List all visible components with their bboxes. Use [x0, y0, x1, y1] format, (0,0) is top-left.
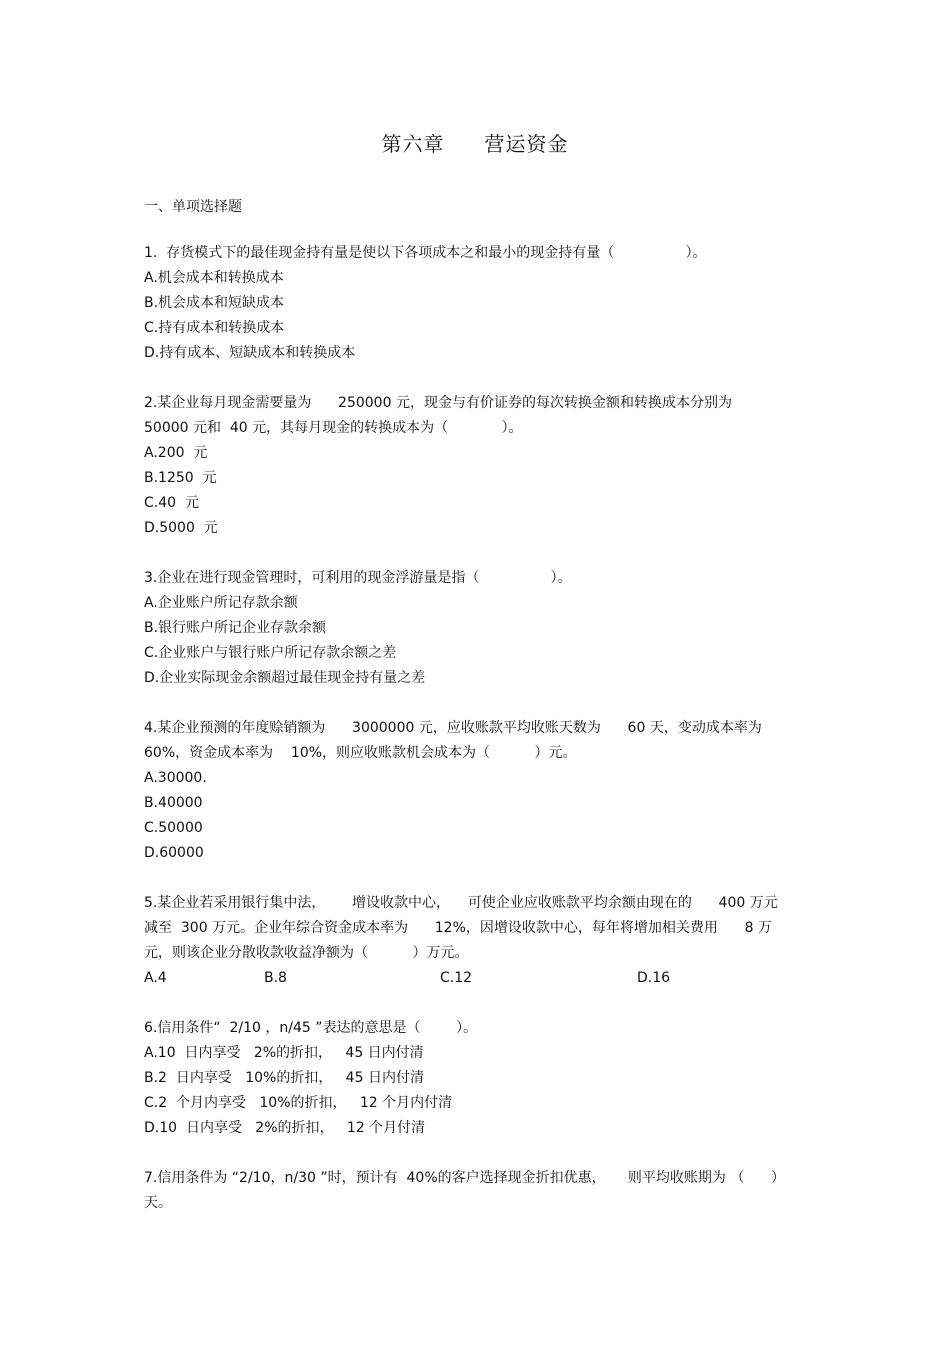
question-text: 6.信用条件“ 2/10 ，n/45 ”表达的意思是（ ）。 — [144, 1020, 478, 1036]
option-a: A.4 — [144, 970, 167, 986]
question-7 — [144, 1166, 810, 1216]
question-text: 60%，资金成本率为 10%，则应收账款机会成本为（ ）元。 — [144, 745, 577, 761]
option-d: D.企业实际现金余额超过最佳现金持有量之差 — [144, 670, 426, 686]
option-d: D.5000 元 — [144, 520, 218, 536]
question-text: 5.某企业若采用银行集中法， 增设收款中心， 可使企业应收账款平均余额由现在的 400 万元 — [144, 895, 778, 911]
option-c: C.40 元 — [144, 495, 199, 511]
option-d: D.持有成本、短缺成本和转换成本 — [144, 345, 356, 361]
question-text: 元，则该企业分散收款收益净额为（ ）万元。 — [144, 945, 469, 961]
option-c: C.50000 — [144, 820, 203, 836]
option-c: C.持有成本和转换成本 — [144, 320, 285, 336]
option-a: A.200 元 — [144, 445, 208, 461]
option-b: B.银行账户所记企业存款余额 — [144, 620, 327, 636]
option-a: A.30000. — [144, 770, 207, 786]
question-text: 7.信用条件为 “2/10，n/30 ”时，预计有 40%的客户选择现金折扣优惠， 则平均收账期为 （ ） — [144, 1170, 786, 1186]
question-6 — [144, 1016, 810, 1141]
option-c: C.12 — [440, 970, 473, 986]
option-b: B.1250 元 — [144, 470, 217, 486]
chapter-title: 营运资金 — [484, 132, 569, 156]
section-heading: 一、单项选择题 — [144, 199, 242, 215]
question-2 — [144, 391, 810, 541]
option-c: C.2 个月内享受 10%的折扣， 12 个月内付清 — [144, 1095, 453, 1111]
question-text: 天。 — [144, 1195, 172, 1211]
option-d: D.10 日内享受 2%的折扣， 12 个月付清 — [144, 1120, 426, 1136]
option-b: B.40000 — [144, 795, 203, 811]
question-4 — [144, 716, 810, 866]
question-5 — [144, 891, 810, 991]
chapter-number: 第六章 — [381, 132, 445, 156]
question-1 — [144, 241, 810, 366]
option-a: A.机会成本和转换成本 — [144, 270, 284, 286]
question-3 — [144, 566, 810, 691]
question-text: 4.某企业预测的年度赊销额为 3000000 元，应收账款平均收账天数为 60 天，变动成本率为 — [144, 720, 762, 736]
option-a: A.10 日内享受 2%的折扣， 45 日内付清 — [144, 1045, 424, 1061]
question-text: 3.企业在进行现金管理时，可利用的现金浮游量是指（ ）。 — [144, 570, 572, 586]
option-d: D.60000 — [144, 845, 204, 861]
option-c: C.企业账户与银行账户所记存款余额之差 — [144, 645, 397, 661]
question-text: 1. 存货模式下的最佳现金持有量是使以下各项成本之和最小的现金持有量（ ）。 — [144, 245, 707, 261]
option-d: D.16 — [637, 970, 671, 986]
option-b: B.8 — [264, 970, 287, 986]
option-b: B.机会成本和短缺成本 — [144, 295, 285, 311]
page-title — [0, 128, 950, 157]
options-row — [144, 966, 810, 991]
question-text: 50000 元和 40 元，其每月现金的转换成本为（ ）。 — [144, 420, 523, 436]
question-list — [144, 241, 810, 1241]
option-b: B.2 日内享受 10%的折扣， 45 日内付清 — [144, 1070, 424, 1086]
question-text: 2.某企业每月现金需要量为 250000 元，现金与有价证券的每次转换金额和转换成本分别为 — [144, 395, 732, 411]
option-a: A.企业账户所记存款余额 — [144, 595, 298, 611]
question-text: 减至 300 万元。企业年综合资金成本率为 12%，因增设收款中心，每年将增加相关费用 8 万 — [144, 920, 772, 936]
